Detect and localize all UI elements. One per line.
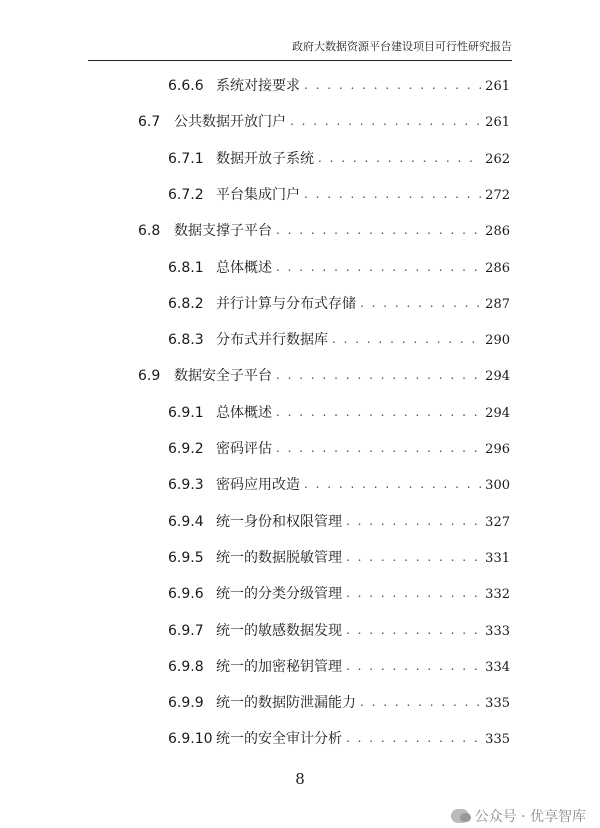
- toc-entry-page: 335: [485, 696, 510, 712]
- toc-entry-number: 6.9.3: [168, 477, 204, 494]
- toc-entry-page: 294: [485, 405, 510, 421]
- toc-entry-number: 6.6.6: [168, 78, 204, 94]
- toc-entry[interactable]: [168, 258, 510, 279]
- toc-entry-title: 密码评估: [216, 441, 272, 457]
- toc-entry-number: 6.7: [138, 114, 161, 131]
- toc-entry-page: 261: [485, 115, 510, 131]
- toc-entry-title: 分布式并行数据库: [216, 332, 328, 349]
- toc-entry-page: 332: [485, 587, 510, 603]
- toc-entry-page: 300: [485, 478, 510, 494]
- toc-entry-page: 261: [485, 79, 510, 94]
- toc-entry-title: 公共数据开放门户: [174, 114, 286, 131]
- toc-entry-page: 272: [485, 187, 510, 203]
- toc-entry[interactable]: [168, 403, 510, 424]
- toc-entry-number: 6.7.2: [168, 186, 204, 203]
- toc-entry-title: 数据开放子系统: [216, 150, 314, 167]
- toc-entry[interactable]: [168, 512, 510, 533]
- toc-entry-title: 并行计算与分布式存储: [216, 295, 356, 312]
- toc-entry-title: 统一身份和权限管理: [216, 513, 342, 530]
- toc-entry-title: 统一的加密秘钥管理: [216, 658, 342, 675]
- toc-entry-title: 总体概述: [216, 404, 272, 421]
- toc-entry-title: 数据安全子平台: [174, 368, 272, 385]
- toc-entry-page: 287: [485, 296, 510, 312]
- toc-entry[interactable]: [168, 584, 510, 605]
- toc-entry-number: 6.8.2: [168, 295, 204, 312]
- toc-entry-title: 统一的数据脱敏管理: [216, 549, 342, 566]
- toc-entry-number: 6.9.1: [168, 404, 204, 421]
- toc-entry[interactable]: [168, 439, 510, 460]
- dot-leader: [304, 75, 481, 95]
- dot-leader: [276, 257, 481, 277]
- toc-entry-page: 286: [485, 260, 510, 276]
- dot-leader: [346, 511, 481, 531]
- toc-entry-title: 统一的敏感数据发现: [216, 622, 342, 639]
- dot-leader: [346, 547, 481, 567]
- toc-entry[interactable]: [168, 548, 510, 569]
- dot-leader: [360, 293, 481, 313]
- toc-entry-number: 6.9.8: [168, 658, 204, 675]
- toc-entry[interactable]: [168, 185, 510, 206]
- toc-entry-number: 6.9.2: [168, 441, 204, 457]
- toc-entry-page: 331: [485, 550, 510, 566]
- toc-entry-number: 6.9.4: [168, 513, 204, 530]
- dot-leader: [304, 474, 481, 494]
- toc-entry[interactable]: [168, 149, 510, 170]
- toc-entry[interactable]: [168, 621, 510, 642]
- toc-entry-page: 296: [485, 442, 510, 457]
- toc-entry-number: 6.9.5: [168, 549, 204, 566]
- toc-entry-page: 334: [485, 659, 510, 675]
- toc-entry-number: 6.9.10: [168, 731, 213, 748]
- dot-leader: [332, 329, 481, 349]
- toc-entry-title: 统一的安全审计分析: [216, 731, 342, 748]
- page-number: 8: [295, 770, 305, 788]
- toc-entry-title: 统一的数据防泄漏能力: [216, 695, 356, 712]
- toc-entry[interactable]: [168, 475, 510, 496]
- toc-entry[interactable]: [138, 112, 510, 133]
- dot-leader: [290, 111, 481, 131]
- toc-entry-title: 数据支撑子平台: [174, 223, 272, 240]
- toc-entry-number: 6.9.7: [168, 622, 204, 639]
- dot-leader: [276, 365, 481, 385]
- toc-entry-title: 平台集成门户: [216, 186, 300, 203]
- watermark: [451, 806, 586, 826]
- toc-entry[interactable]: [168, 693, 510, 714]
- toc-entry-page: 290: [485, 333, 510, 349]
- toc-entry-title: 密码应用改造: [216, 477, 300, 494]
- toc-entry[interactable]: [168, 657, 510, 678]
- toc-entry-page: 333: [485, 623, 510, 639]
- dot-leader: [318, 148, 481, 168]
- toc-entry-title: 统一的分类分级管理: [216, 586, 342, 603]
- dot-leader: [276, 438, 481, 458]
- toc-entry-number: 6.9.6: [168, 586, 204, 603]
- dot-leader: [346, 728, 481, 748]
- watermark-text: 公众号 · 优享智库: [474, 809, 586, 825]
- dot-leader: [346, 583, 481, 603]
- toc-entry-page: 327: [485, 514, 510, 530]
- toc-entry[interactable]: [168, 729, 510, 750]
- toc-entry-page: 294: [485, 369, 510, 385]
- toc-entry[interactable]: [138, 221, 510, 242]
- running-header: 政府大数据资源平台建设项目可行性研究报告: [292, 40, 512, 53]
- toc-entry-title: 总体概述: [216, 259, 272, 276]
- toc-entry[interactable]: [138, 366, 510, 387]
- wechat-icon: [451, 809, 469, 823]
- toc-entry-number: 6.9.9: [168, 695, 204, 712]
- dot-leader: [346, 620, 481, 640]
- toc-entry-title: 系统对接要求: [216, 78, 300, 94]
- dot-leader: [346, 656, 481, 676]
- toc-entry[interactable]: [168, 76, 510, 97]
- toc-entry-number: 6.7.1: [168, 150, 204, 167]
- toc-entry[interactable]: [168, 330, 510, 351]
- dot-leader: [276, 402, 481, 422]
- toc-entry-page: 262: [485, 151, 510, 167]
- toc-entry[interactable]: [168, 294, 510, 315]
- toc-entry-number: 6.8: [138, 223, 161, 240]
- dot-leader: [304, 184, 481, 204]
- dot-leader: [360, 692, 481, 712]
- toc-entry-number: 6.8.3: [168, 332, 204, 349]
- toc-entry-page: 286: [485, 224, 510, 240]
- dot-leader: [276, 220, 481, 240]
- toc-entry-number: 6.8.1: [168, 259, 204, 276]
- toc-entry-number: 6.9: [138, 368, 161, 385]
- toc-entry-page: 335: [485, 732, 510, 748]
